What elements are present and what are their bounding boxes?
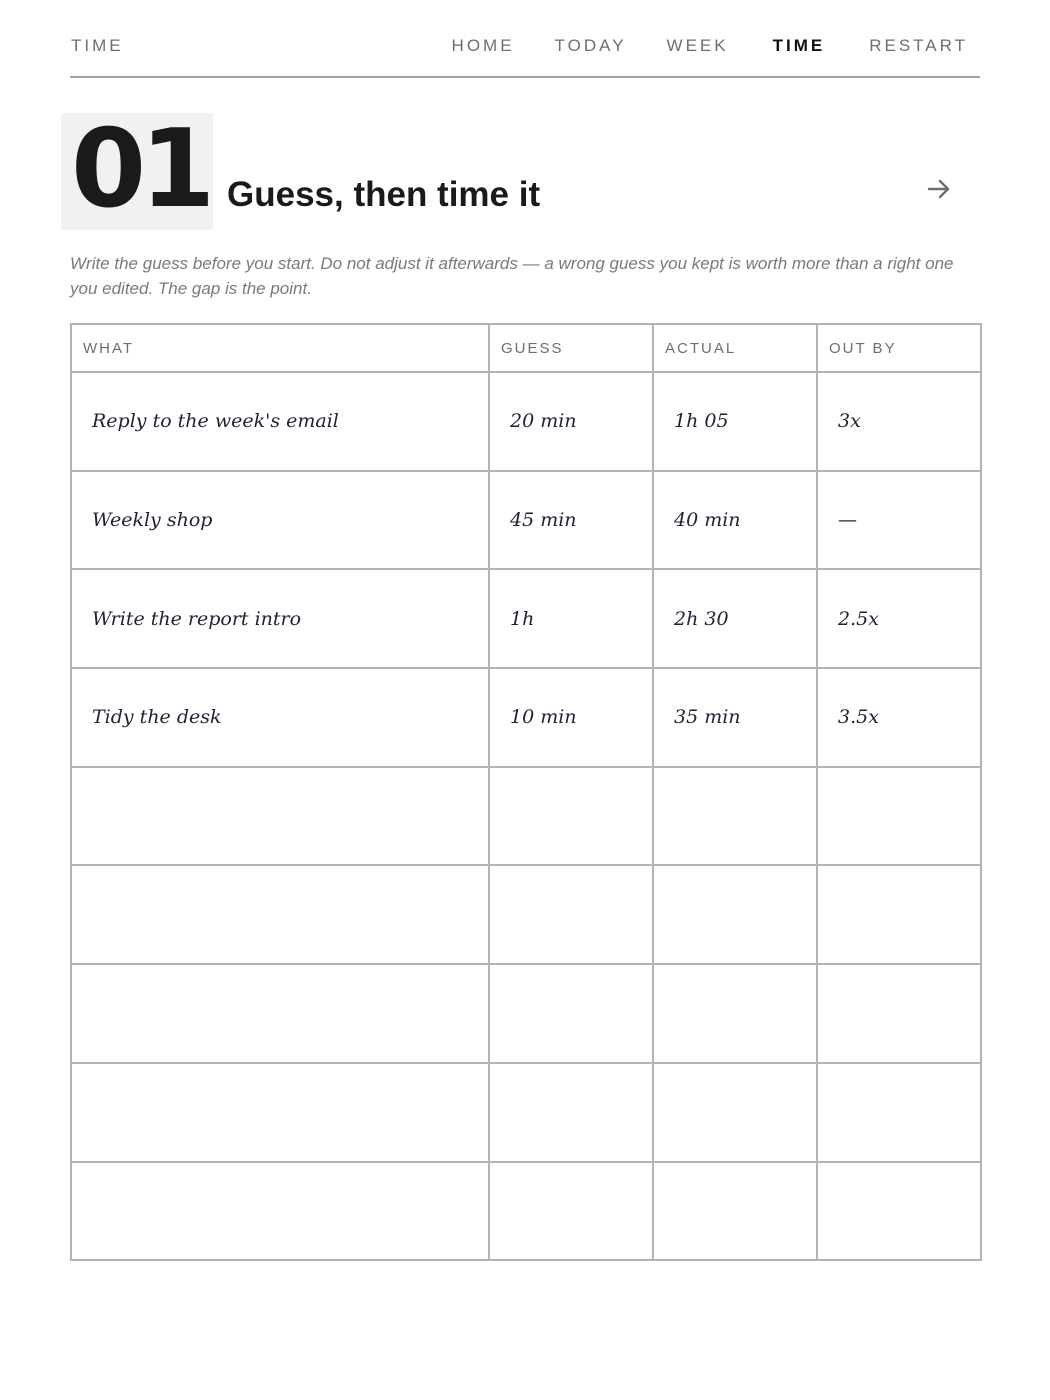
- cell-actual[interactable]: 1h 05: [653, 372, 817, 471]
- cell-what[interactable]: [71, 1162, 489, 1261]
- cell-out-by[interactable]: [817, 964, 981, 1063]
- cell-out-by[interactable]: 3x: [817, 372, 981, 471]
- cell-guess[interactable]: 1h: [489, 569, 653, 668]
- cell-guess[interactable]: [489, 1162, 653, 1261]
- table-row-empty: [71, 1063, 981, 1162]
- cell-what[interactable]: Tidy the desk: [71, 668, 489, 767]
- next-section-button[interactable]: [922, 172, 956, 206]
- cell-actual[interactable]: [653, 865, 817, 964]
- time-log-table: [70, 323, 982, 1261]
- cell-actual[interactable]: 35 min: [653, 668, 817, 767]
- top-nav-bar: [70, 0, 980, 78]
- nav-week-link[interactable]: WEEK: [666, 36, 729, 55]
- table-header-row: [71, 324, 981, 372]
- header-actual: ACTUAL: [653, 324, 817, 372]
- header-guess: GUESS: [489, 324, 653, 372]
- cell-what[interactable]: Weekly shop: [71, 471, 489, 570]
- table-row-empty: [71, 767, 981, 866]
- header-out-by: OUT BY: [817, 324, 981, 372]
- brand-label: TIME: [71, 36, 124, 55]
- table-row: [71, 372, 981, 471]
- section-number-box: [61, 107, 213, 232]
- cell-actual[interactable]: [653, 1063, 817, 1162]
- table-row: [71, 668, 981, 767]
- cell-guess[interactable]: [489, 767, 653, 866]
- nav-restart-link[interactable]: RESTART: [869, 36, 968, 55]
- cell-what[interactable]: [71, 865, 489, 964]
- table-row: [71, 569, 981, 668]
- cell-out-by[interactable]: [817, 767, 981, 866]
- cell-what[interactable]: [71, 1063, 489, 1162]
- cell-guess[interactable]: [489, 1063, 653, 1162]
- table-row-empty: [71, 865, 981, 964]
- section-number: 01: [71, 107, 210, 232]
- cell-actual[interactable]: 2h 30: [653, 569, 817, 668]
- cell-what[interactable]: Reply to the week's email: [71, 372, 489, 471]
- section-title: Guess, then time it: [227, 175, 541, 214]
- cell-what[interactable]: Write the report intro: [71, 569, 489, 668]
- header-what: WHAT: [71, 324, 489, 372]
- cell-actual[interactable]: 40 min: [653, 471, 817, 570]
- nav-home-link[interactable]: HOME: [451, 36, 515, 55]
- cell-actual[interactable]: [653, 767, 817, 866]
- cell-out-by[interactable]: [817, 1162, 981, 1261]
- cell-out-by[interactable]: —: [817, 471, 981, 570]
- nav-time-link[interactable]: TIME: [772, 36, 826, 55]
- cell-guess[interactable]: 10 min: [489, 668, 653, 767]
- cell-what[interactable]: [71, 964, 489, 1063]
- nav-today-link[interactable]: TODAY: [554, 36, 627, 55]
- cell-guess[interactable]: 20 min: [489, 372, 653, 471]
- intro-text: Write the guess before you start. Do not adjust it afterwards — a wrong guess you kept is worth more than a right one you edited. The gap is the point.: [70, 254, 954, 298]
- cell-what[interactable]: [71, 767, 489, 866]
- table-row-empty: [71, 1162, 981, 1261]
- main-nav: [452, 37, 968, 55]
- arrow-right-icon: [922, 172, 956, 206]
- cell-out-by[interactable]: [817, 1063, 981, 1162]
- table-row-empty: [71, 964, 981, 1063]
- cell-out-by[interactable]: 3.5x: [817, 668, 981, 767]
- cell-out-by[interactable]: [817, 865, 981, 964]
- cell-actual[interactable]: [653, 1162, 817, 1261]
- cell-out-by[interactable]: 2.5x: [817, 569, 981, 668]
- cell-guess[interactable]: 45 min: [489, 471, 653, 570]
- cell-actual[interactable]: [653, 964, 817, 1063]
- table-row: [71, 471, 981, 570]
- cell-guess[interactable]: [489, 964, 653, 1063]
- cell-guess[interactable]: [489, 865, 653, 964]
